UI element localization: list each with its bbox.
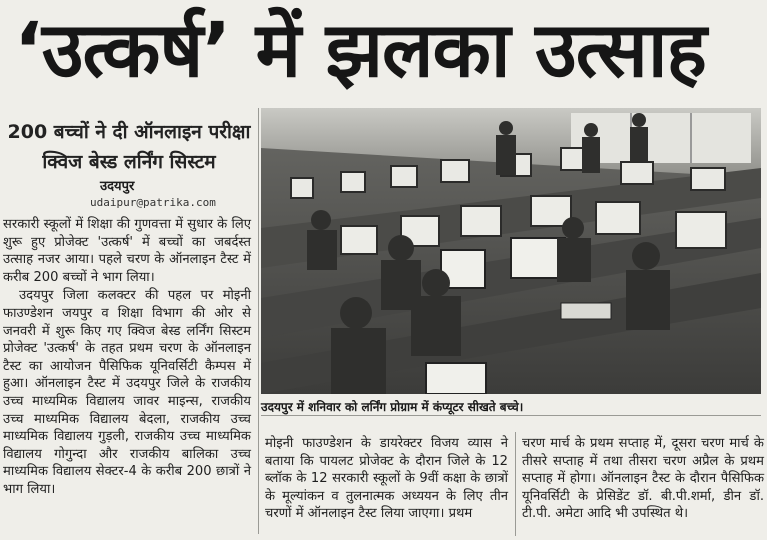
headline: ‘उत्कर्ष’ में झलका उत्साह — [14, 5, 706, 94]
article-paragraph-director: मोइनी फाउण्डेशन के डायरेक्टर विजय व्यास ने बताया कि पायलट प्रोजेक्ट के दौरान जिले के 12 ब्लॉक के 12 सरकारी स्कूलों के 9वीं कक्षा के छात्रों के मूल्यांकन व तुलनात्मक अध्ययन के लिए तीन चरणों में ऑनलाइन टैस्ट लिया जाएगा। प्रथम — [265, 436, 508, 522]
column-divider — [258, 108, 259, 534]
photo-caption: उदयपुर में शनिवार को लर्निंग प्रोग्राम में कंप्यूटर सीखते बच्चे। — [261, 400, 524, 414]
computer-lab-photo — [261, 108, 761, 394]
subheadline-line-2: क्विज बेस्ड लर्निंग सिस्टम — [42, 151, 216, 173]
column-divider — [515, 432, 516, 536]
article-paragraph-details: उदयपुर जिला कलक्टर की पहल पर मोइनी फाउण्डेशन जयपुर व शिक्षा विभाग की ओर से जनवरी में शुरू किए गए क्विज बेस्ड लर्निंग सिस्टम प्रोजेक्ट 'उत्कर्ष' के तहत प्रथम चरण के ऑनलाइन टैस्ट का आयोजन पैसिफिक यूनिवर्सिटी कैम्पस में हुआ। ऑनलाइन टैस्ट में उदयपुर जिले के राजकीय उच्च माध्यमिक विद्यालय जावर माइन्स, राजकीय उच्च माध्यमिक विद्यालय बेदला, राजकीय उच्च माध्यमिक विद्यालय गुड़ली, राजकीय उच्च माध्यमिक विद्यालय गोगुन्दा और राजकीय बालिका उच्च माध्यमिक विद्यालय सेक्टर-4 के करीब 200 छात्रों ने भाग लिया। — [3, 288, 251, 497]
dateline: उदयपुर — [100, 179, 135, 194]
article-column-3 — [522, 435, 764, 523]
photo-illustration — [261, 108, 761, 394]
subheadline-line-1: 200 बच्चों ने दी ऑनलाइन परीक्षा — [7, 121, 251, 143]
article-paragraph-intro: सरकारी स्कूलों में शिक्षा की गुणवत्ता में सुधार के लिए शुरू हुए प्रोजेक्ट 'उत्कर्ष' में बच्चों का जबर्दस्त उत्साह नजर आया। पहले चरण के ऑनलाइन टैस्ट में करीब 200 बच्चों ने भाग लिया। — [3, 217, 251, 285]
article-column-2 — [265, 435, 508, 523]
article-paragraph-schedule: चरण मार्च के प्रथम सप्ताह में, दूसरा चरण मार्च के तीसरे सप्ताह में तथा तीसरा चरण अप्रैल के प्रथम सप्ताह में होगा। ऑनलाइन टैस्ट के दौरान पैसिफिक यूनिवर्सिटी के प्रेसिडेंट डॉ. बी.पी.शर्मा, डीन डॉ. टी.पी. अमेटा आदि भी उपस्थित थे। — [522, 436, 764, 522]
article-column-1 — [3, 216, 251, 499]
reporter-email: udaipur@patrika.com — [90, 196, 216, 209]
caption-rule — [261, 415, 761, 416]
